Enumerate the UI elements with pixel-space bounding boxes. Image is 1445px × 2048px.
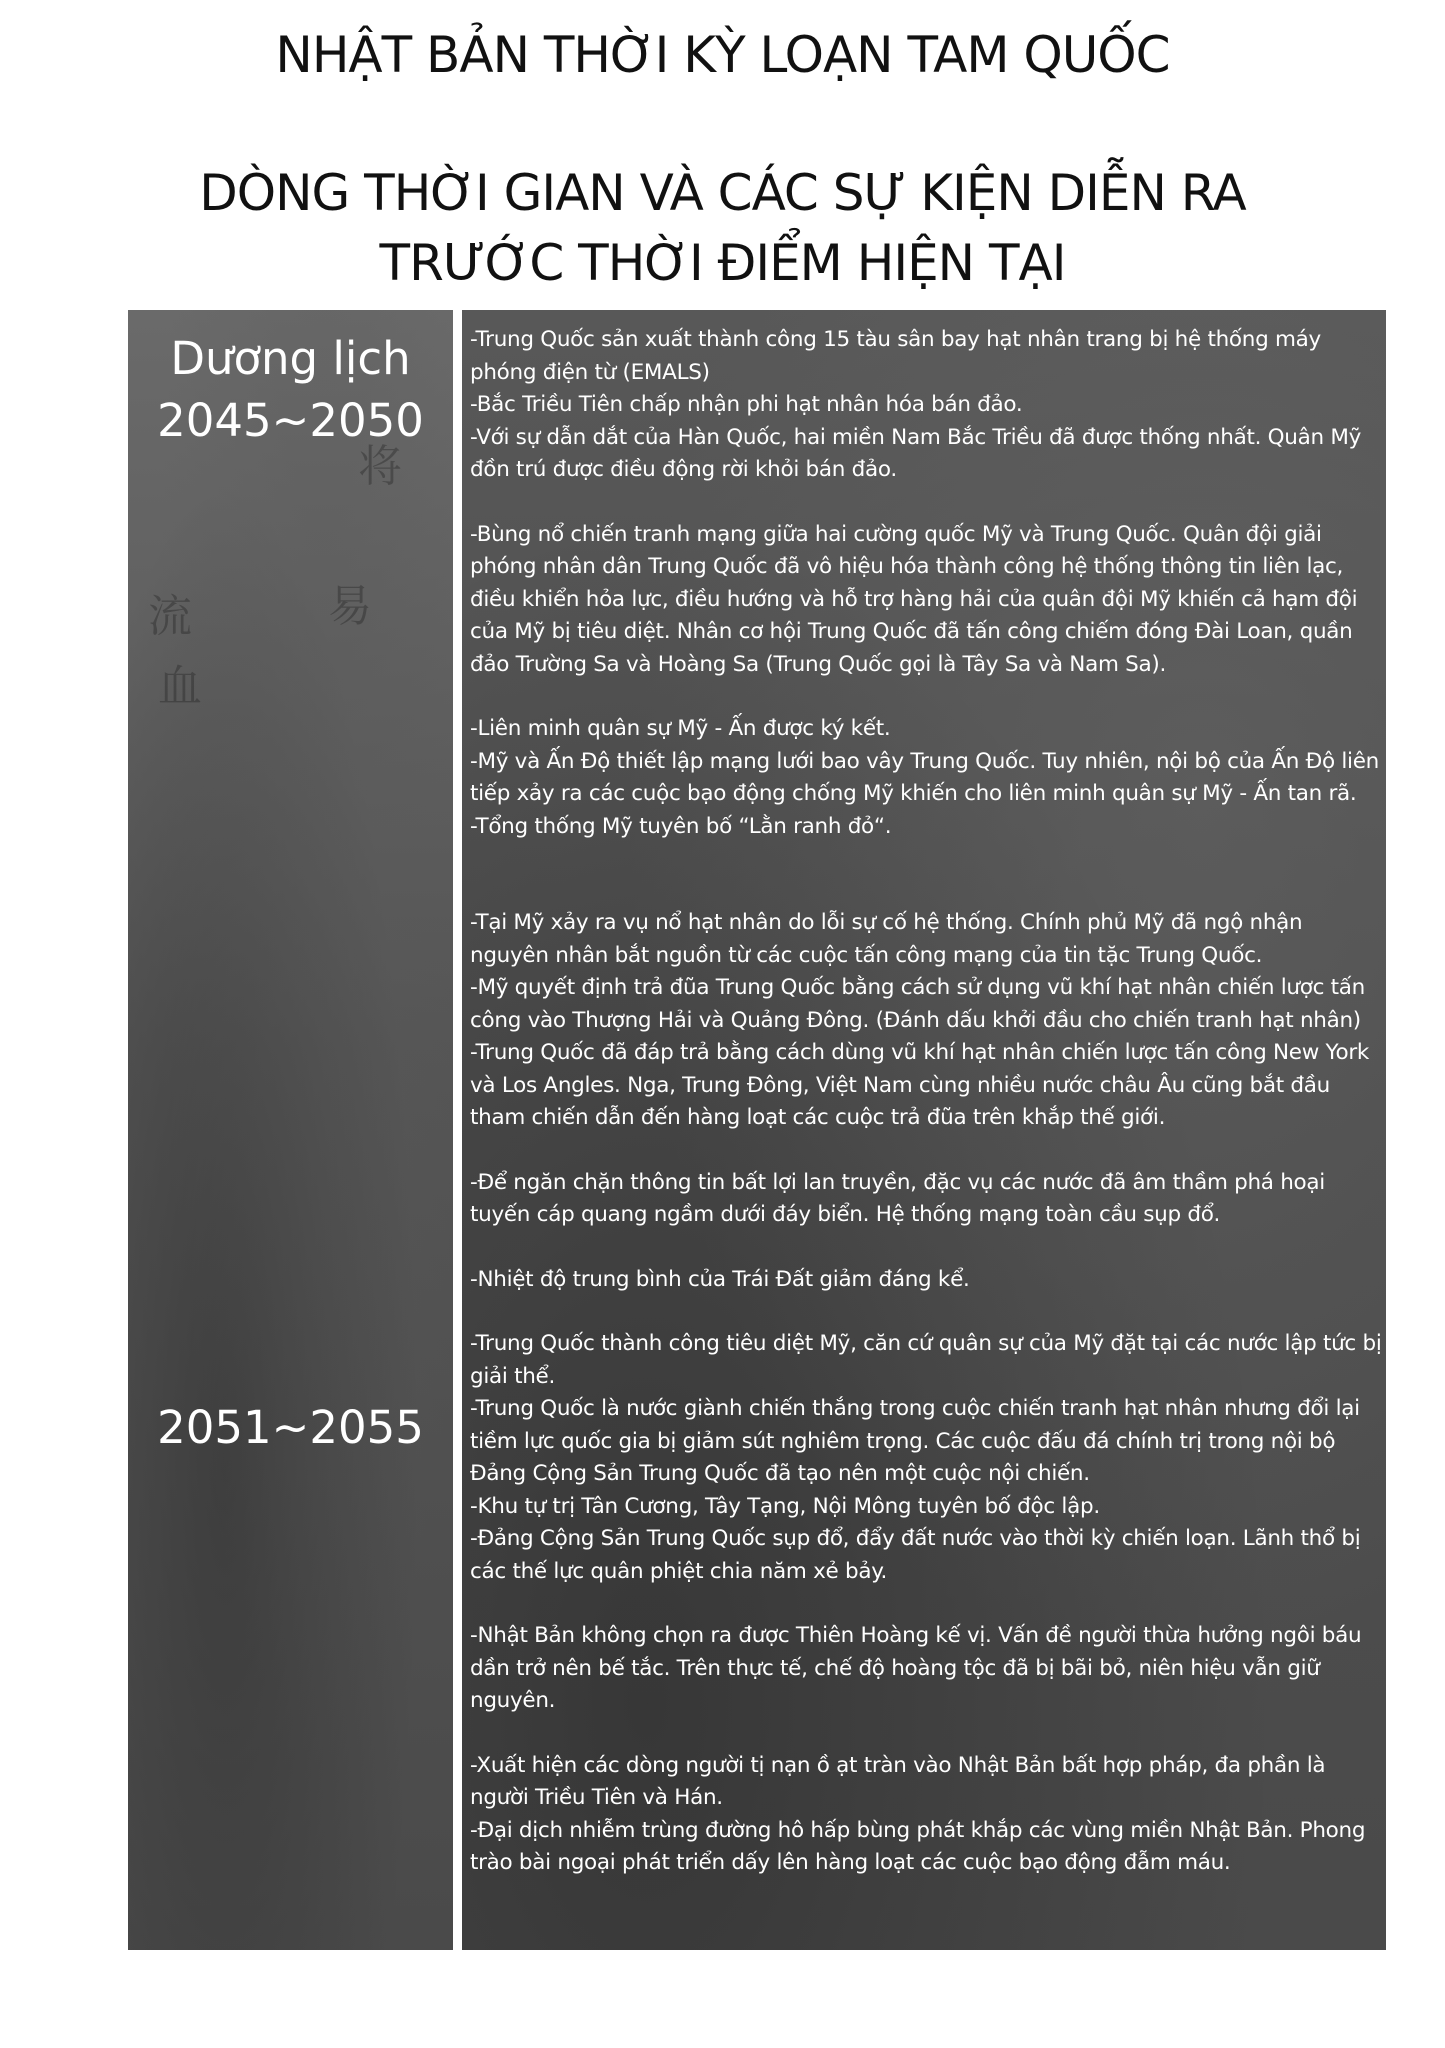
spacer: [470, 1718, 1382, 1750]
era-label-line: 2045~2050: [157, 394, 424, 447]
event-item: -Trung Quốc thành công tiêu diệt Mỹ, căn cứ quân sự của Mỹ đặt tại các nước lập tức bị giải thể.: [470, 1331, 1382, 1389]
calligraphy-decoration: 易: [328, 581, 372, 632]
subtitle-line-2: TRƯỚC THỜI ĐIỂM HIỆN TẠI: [379, 234, 1066, 292]
era-label-line: 2051~2055: [157, 1401, 424, 1454]
event-item: -Liên minh quân sự Mỹ - Ấn được ký kết.: [470, 716, 891, 741]
subtitle-line-1: DÒNG THỜI GIAN VÀ CÁC SỰ KIỆN DIỄN RA: [199, 164, 1246, 222]
event-item: -Bùng nổ chiến tranh mạng giữa hai cường quốc Mỹ và Trung Quốc. Quân đội giải phóng nhân dân Trung Quốc đã vô hiệu hóa thành công hệ thống thông tin liên lạc, điều khiển hỏa lực, điều hướng và hỗ trợ hàng hải của quân đội Mỹ khiến cả hạm đội của Mỹ bị tiêu diệt. Nhân cơ hội Trung Quốc đã tấn công chiếm đóng Đài Loan, quần đảo Trường Sa và Hoàng Sa (Trung Quốc gọi là Tây Sa và Nam Sa).: [470, 521, 1358, 677]
event-item: -Để ngăn chặn thông tin bất lợi lan truyền, đặc vụ các nước đã âm thầm phá hoại tuyến cáp quang ngầm dưới đáy biển. Hệ thống mạng toàn cầu sụp đổ.: [470, 1169, 1325, 1227]
calligraphy-decoration: 血: [158, 661, 202, 712]
spacer: [470, 681, 1382, 713]
event-item: -Mỹ quyết định trả đũa Trung Quốc bằng cách sử dụng vũ khí hạt nhân chiến lược tấn công vào Thượng Hải và Quảng Đông. (Đánh dấu khởi đầu cho chiến tranh hạt nhân): [470, 975, 1365, 1033]
event-item: -Tại Mỹ xảy ra vụ nổ hạt nhân do lỗi sự cố hệ thống. Chính phủ Mỹ đã ngộ nhận nguyên nhân bắt nguồn từ các cuộc tấn công mạng của tin tặc Trung Quốc.: [470, 910, 1303, 968]
event-item: -Với sự dẫn dắt của Hàn Quốc, hai miền Nam Bắc Triều đã được thống nhất. Quân Mỹ đồn trú được điều động rời khỏi bán đảo.: [470, 424, 1362, 482]
spacer: [470, 843, 1382, 907]
event-item: -Xuất hiện các dòng người tị nạn ồ ạt tràn vào Nhật Bản bất hợp pháp, đa phần là người Triều Tiên và Hán.: [470, 1752, 1326, 1810]
era-label-line: Dương lịch: [170, 332, 411, 385]
event-item: -Trung Quốc đã đáp trả bằng cách dùng vũ khí hạt nhân chiến lược tấn công New York và Los Angles. Nga, Trung Đông, Việt Nam cùng nhiều nước châu Âu cũng bắt đầu tham chiến dẫn đến hàng loạt các cuộc trả đũa trên khắp thế giới.: [470, 1040, 1370, 1130]
event-item: -Nhiệt độ trung bình của Trái Đất giảm đáng kể.: [470, 1266, 970, 1292]
event-item: -Nhật Bản không chọn ra được Thiên Hoàng kế vị. Vấn đề người thừa hưởng ngôi báu dần trở nên bế tắc. Trên thực tế, chế độ hoàng tộc đã bị bãi bỏ, niên hiệu vẫn giữ nguyên.: [470, 1623, 1362, 1713]
spacer: [470, 487, 1382, 519]
event-item: -Trung Quốc là nước giành chiến thắng trong cuộc chiến tranh hạt nhân nhưng đổi lại tiềm lực quốc gia bị giảm sút nghiêm trọng. Các cuộc đấu đá chính trị trong nội bộ Đảng Cộng Sản Trung Quốc đã tạo nên một cuộc nội chiến.: [470, 1396, 1360, 1486]
events-column: [462, 310, 1386, 1950]
event-item: -Tổng thống Mỹ tuyên bố “Lằn ranh đỏ“.: [470, 813, 892, 839]
event-item: -Đảng Cộng Sản Trung Quốc sụp đổ, đẩy đất nước vào thời kỳ chiến loạn. Lãnh thổ bị các thế lực quân phiệt chia năm xẻ bảy.: [470, 1526, 1361, 1584]
era-column: [128, 310, 453, 1950]
era-label-2045-2050: [128, 328, 453, 452]
spacer: [470, 1296, 1382, 1328]
page-title: NHẬT BẢN THỜI KỲ LOẠN TAM QUỐC: [275, 26, 1170, 84]
event-item: -Bắc Triều Tiên chấp nhận phi hạt nhân hóa bán đảo.: [470, 392, 1023, 417]
page-subtitle: [0, 158, 1445, 298]
calligraphy-decoration: 将: [358, 441, 402, 492]
spacer: [470, 1135, 1382, 1167]
event-item: -Đại dịch nhiễm trùng đường hô hấp bùng phát khắp các vùng miền Nhật Bản. Phong trào bài ngoại phát triển dấy lên hàng loạt các cuộc bạo động đẫm máu.: [470, 1817, 1366, 1875]
era-label-2051-2055: [128, 1397, 453, 1459]
calligraphy-decoration: 流: [148, 591, 192, 642]
spacer: [470, 1588, 1382, 1620]
event-list: [470, 324, 1382, 1880]
spacer: [470, 1232, 1382, 1264]
title-block: [0, 20, 1445, 298]
event-item: -Khu tự trị Tân Cương, Tây Tạng, Nội Mông tuyên bố độc lập.: [470, 1493, 1100, 1519]
event-item: -Mỹ và Ấn Độ thiết lập mạng lưới bao vây Trung Quốc. Tuy nhiên, nội bộ của Ấn Độ liên tiếp xảy ra các cuộc bạo động chống Mỹ khiến cho liên minh quân sự Mỹ - Ấn tan rã.: [470, 748, 1379, 806]
event-item: -Trung Quốc sản xuất thành công 15 tàu sân bay hạt nhân trang bị hệ thống máy phóng điện từ (EMALS): [470, 327, 1321, 385]
